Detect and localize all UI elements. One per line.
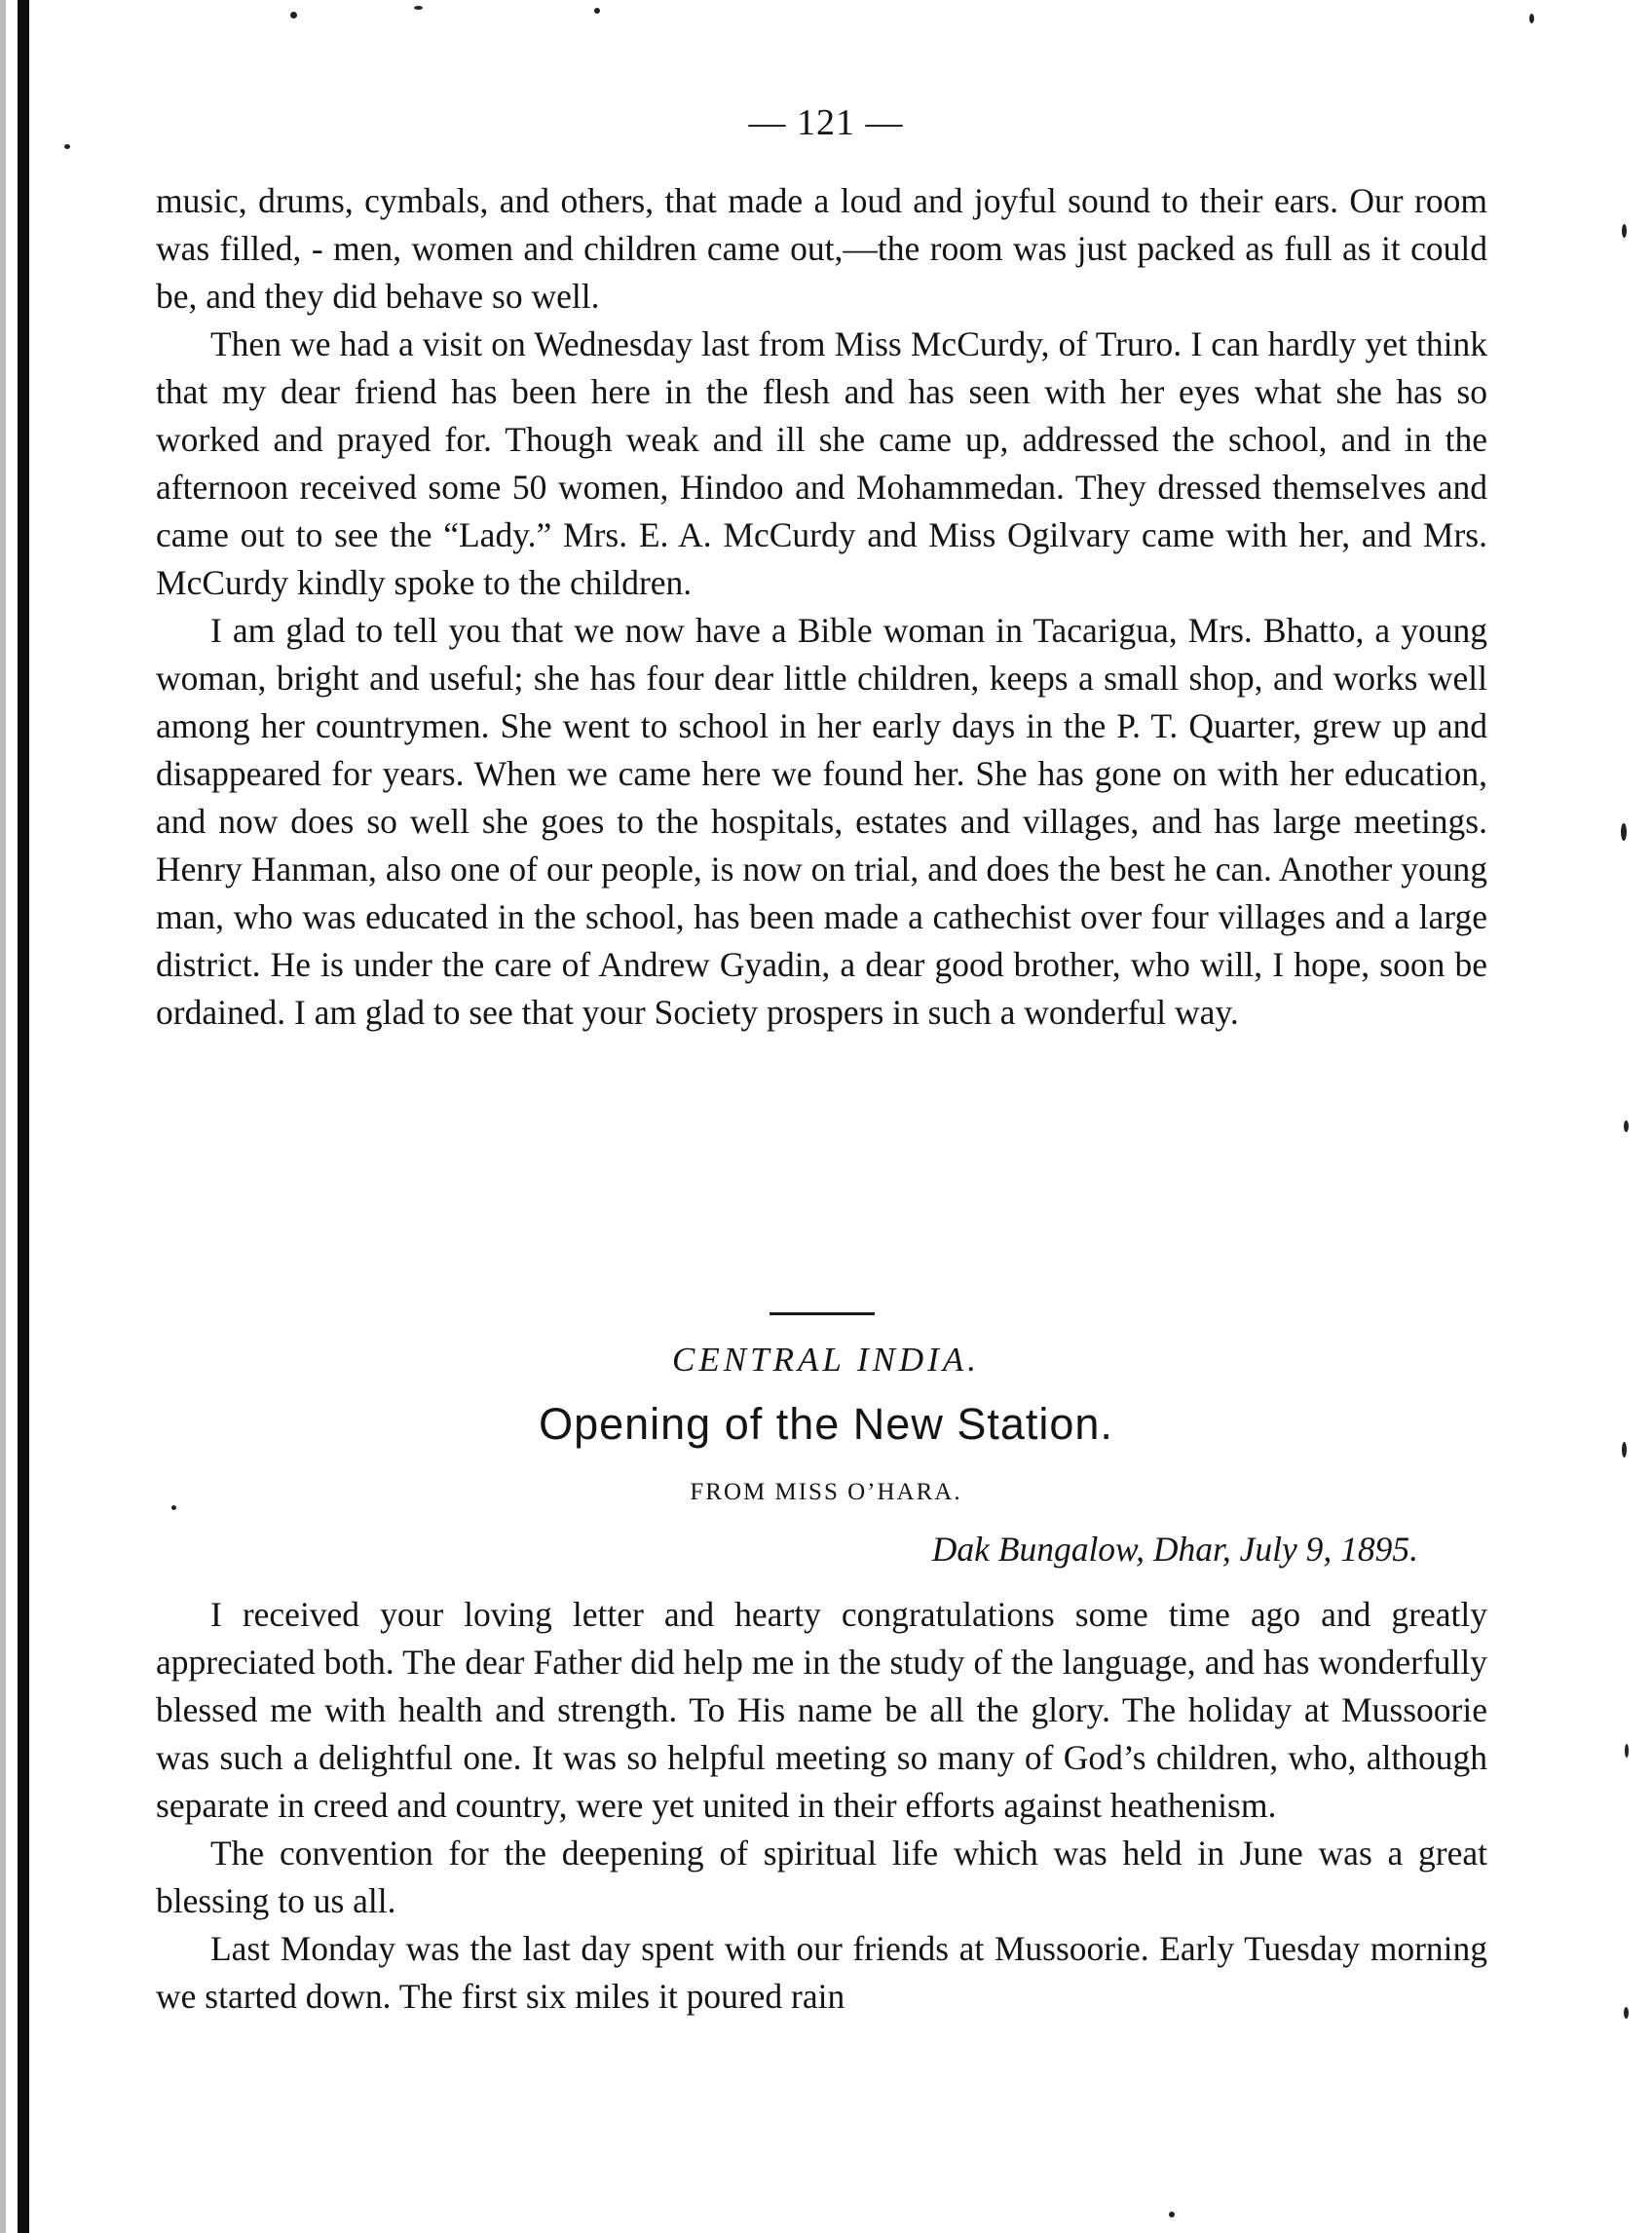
scan-speck <box>1529 14 1534 23</box>
article-title: Opening of the New Station. <box>539 1399 1113 1449</box>
scan-speck <box>1621 823 1627 841</box>
dateline: Dak Bungalow, Dhar, July 9, 1895. <box>931 1530 1418 1569</box>
scan-speck <box>1169 2212 1175 2217</box>
paragraph: The convention for the deepening of spiritual life which was held in June was a great blessing to us all. <box>156 1834 1487 1920</box>
page-number: — 121 — <box>748 102 904 143</box>
paragraph: music, drums, cymbals, and others, that made a loud and joyful sound to their ears. Our room was filled, - men, women and children came out,—the room was just packed as full as it could be, and they did behave so well. <box>156 181 1487 316</box>
scan-edge-shadow <box>0 0 6 2233</box>
section-divider <box>770 1312 875 1315</box>
scan-speck <box>594 8 600 14</box>
scan-edge-border <box>18 0 29 2233</box>
scan-speck <box>1624 2007 1629 2019</box>
scan-speck <box>414 6 423 10</box>
byline: FROM MISS O’HARA. <box>690 1479 962 1505</box>
paragraph: I received your loving letter and hearty congratulations some time ago and greatly appreciated both. The dear Father did help me in the study of the language, and has wonderfully blessed me with health and strength. To His name be all the glory. The holiday at Mussoorie was such a delightful one. It was so helpful meeting so many of God’s children, who, although separate in creed and country, were yet united in their efforts against heathenism. <box>156 1595 1487 1825</box>
section-heading: CENTRAL INDIA. <box>672 1341 980 1379</box>
scan-speck <box>1625 1744 1629 1758</box>
scan-speck <box>1622 224 1627 238</box>
scan-speck <box>64 144 70 149</box>
article-body-bottom <box>156 1591 1487 2021</box>
scan-speck <box>290 12 297 19</box>
paragraph: Then we had a visit on Wednesday last from Miss McCurdy, of Truro. I can hardly yet think that my dear friend has been here in the flesh and has seen with her eyes what she has so worked and prayed for. Though weak and ill she came up, addressed the school, and in the afternoon received some 50 women, Hindoo and Mohammedan. They dressed themselves and came out to see the “Lady.” Mrs. E. A. McCurdy and Miss Ogilvary came with her, and Mrs. McCurdy kindly spoke to the children. <box>156 324 1487 602</box>
paragraph: Last Monday was the last day spent with our friends at Mussoorie. Early Tuesday morning we started down. The first six miles it poured rain <box>156 1929 1487 2016</box>
scan-speck <box>1624 1120 1629 1132</box>
paragraph: I am glad to tell you that we now have a Bible woman in Tacarigua, Mrs. Bhatto, a young woman, bright and useful; she has four dear little children, keeps a small shop, and works well among her countrymen. She went to school in her early days in the P. T. Quarter, grew up and disappeared for years. When we came here we found her. She has gone on with her education, and now does so well she goes to the hospitals, estates and villages, and has large meetings. Henry Hanman, also one of our people, is now on trial, and does the best he can. Another young man, who was educated in the school, has been made a cathechist over four villages and a large district. He is under the care of Andrew Gyadin, a dear good brother, who will, I hope, soon be ordained. I am glad to see that your Society prospers in such a wonderful way. <box>156 611 1487 1032</box>
article-body-top <box>156 177 1487 1037</box>
